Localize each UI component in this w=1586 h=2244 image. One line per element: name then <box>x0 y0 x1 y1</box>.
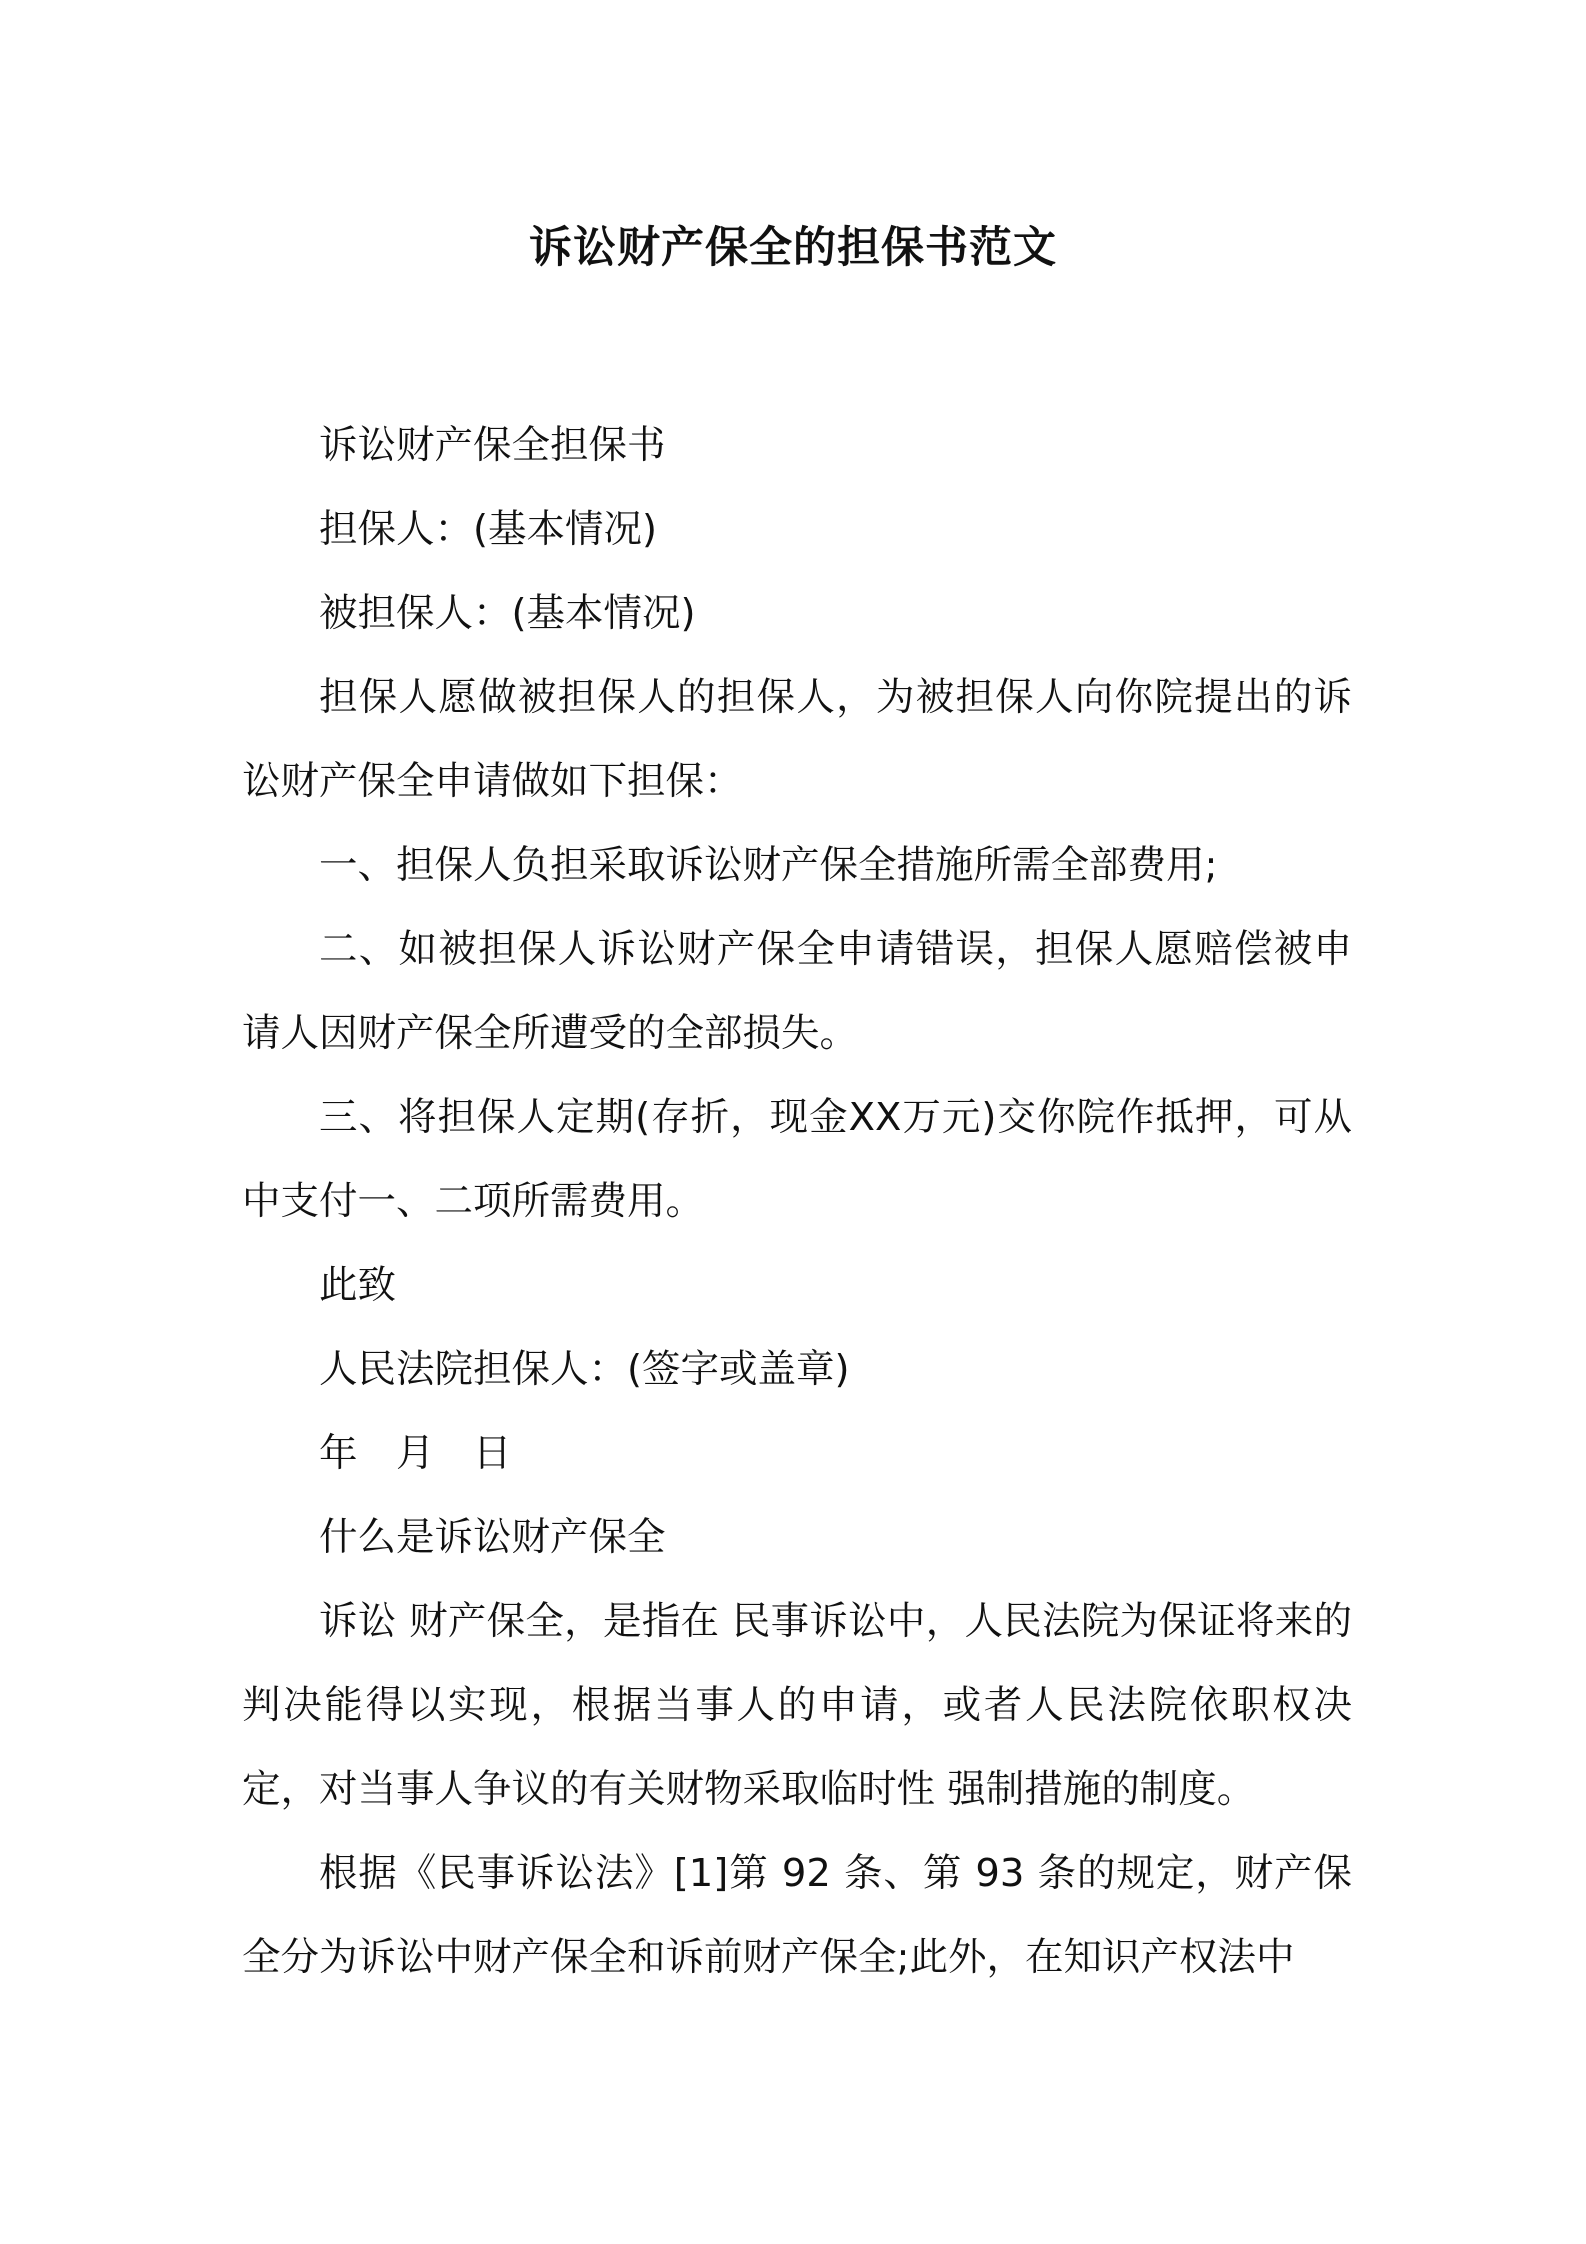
paragraph-date: 年 月 日 <box>319 1431 512 1476</box>
paragraph-clause-2: 二、如被担保人诉讼财产保全申请错误，担保人愿赔偿被申请人因财产保全所遭受的全部损失。 <box>242 927 1352 1056</box>
paragraph-salutation: 此致 <box>319 1263 397 1308</box>
paragraph-legal-basis: 根据《民事诉讼法》[1]第 92 条、第 93 条的规定，财产保全分为诉讼中财产保全和诉前财产保全;此外，在知识产权法中 <box>242 1851 1352 1980</box>
paragraph-heading: 诉讼财产保全担保书 <box>319 423 666 468</box>
paragraph-guarantor: 担保人：(基本情况) <box>319 507 658 552</box>
paragraph-guaranteed-party: 被担保人：(基本情况) <box>319 591 696 636</box>
document-title: 诉讼财产保全的担保书范文 <box>529 223 1057 273</box>
paragraph-section-heading: 什么是诉讼财产保全 <box>319 1515 666 1560</box>
paragraph-intro: 担保人愿做被担保人的担保人，为被担保人向你院提出的诉讼财产保全申请做如下担保： <box>242 675 1352 804</box>
paragraph-signature: 人民法院担保人：(签字或盖章) <box>319 1347 850 1392</box>
paragraph-clause-3: 三、将担保人定期(存折，现金XX万元)交你院作抵押，可从中支付一、二项所需费用。 <box>242 1095 1352 1224</box>
paragraph-definition: 诉讼 财产保全，是指在 民事诉讼中，人民法院为保证将来的判决能得以实现，根据当事人的申请，或者人民法院依职权决定，对当事人争议的有关财物采取临时性 强制措施的制度。 <box>242 1599 1352 1812</box>
document-body <box>242 404 1352 2000</box>
paragraph-clause-1: 一、担保人负担采取诉讼财产保全措施所需全部费用; <box>319 843 1218 888</box>
